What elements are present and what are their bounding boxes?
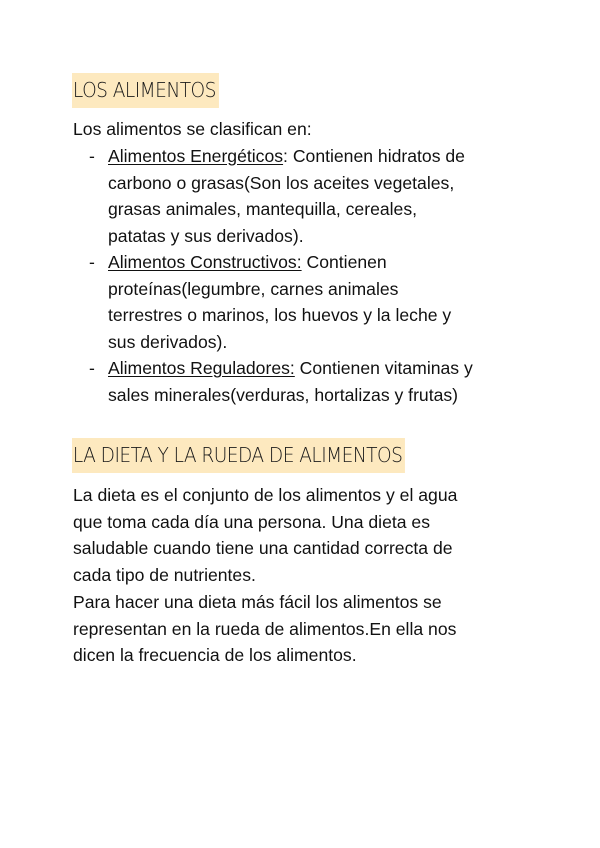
term-constructivos: Alimentos Constructivos: [108,252,302,272]
list-item-line: terrestres o marinos, los huevos y la leche y [108,305,452,325]
list-item-line: proteínas(legumbre, carnes animales [108,278,399,299]
term-description: : Contienen hidratos de [283,146,465,166]
list-item-line: patatas y sus derivados). [108,225,304,246]
dieta-paragraph [73,482,543,669]
paragraph-line: dicen la frecuencia de los alimentos. [73,645,357,666]
paragraph-line: La dieta es el conjunto de los alimentos y el agua [73,485,458,505]
paragraph-line: representan en la rueda de alimentos.En ella nos [73,618,457,639]
list-item-first-line [108,143,549,170]
term-description: Contienen vitaminas y [294,358,473,378]
section-heading-los-alimentos: LOS ALIMENTOS [72,73,219,108]
list-item-first-line [108,249,549,276]
list-item-line: carbono o grasas(Son los aceites vegetales, [108,172,455,193]
intro-text: Los alimentos se clasifican en: [73,119,312,139]
list-item [89,249,549,355]
list-item-line: grasas animales, mantequilla, cereales, [108,199,418,219]
list-item [89,143,549,249]
term-reguladores: Alimentos Reguladores: [108,358,295,378]
paragraph-line: cada tipo de nutrientes. [73,565,256,586]
list-item-first-line [108,355,549,382]
food-classification-list [89,143,549,408]
list-item [89,355,549,408]
list-dash: - [89,252,95,272]
paragraph-line: que toma cada día una persona. Una dieta es [73,511,431,532]
term-description: Contienen [301,252,387,272]
list-dash: - [89,146,95,166]
paragraph-line: saludable cuando tiene una cantidad correcta de [73,538,453,559]
term-energeticos: Alimentos Energéticos [108,146,284,166]
list-item-line: sales minerales(verduras, hortalizas y frutas) [108,384,459,405]
paragraph-line: Para hacer una dieta más fácil los alimentos se [73,591,442,612]
list-dash: - [89,358,95,378]
section-heading-la-dieta: LA DIETA Y LA RUEDA DE ALIMENTOS [72,438,405,473]
list-item-line: sus derivados). [108,331,228,352]
